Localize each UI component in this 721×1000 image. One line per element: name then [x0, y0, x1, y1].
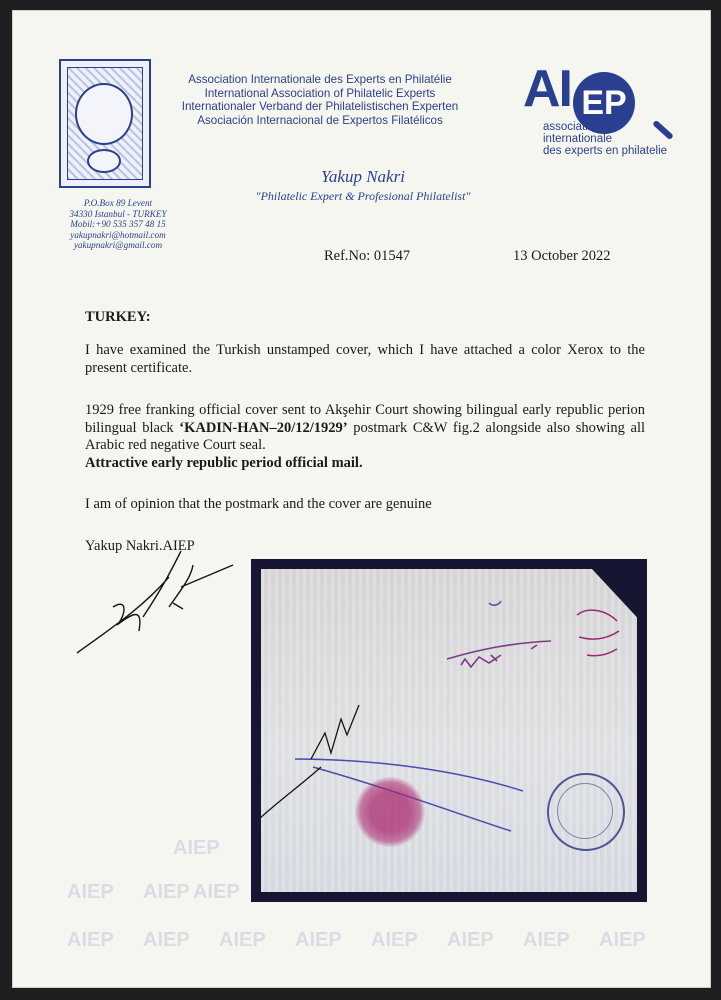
contact-po-box: P.O.Box 89 Levent [83, 198, 153, 208]
postmark-bold: ‘KADIN-HAN–20/12/1929’ [179, 419, 348, 436]
country-heading: TURKEY: [85, 309, 151, 325]
watermark-logo: AIEP [599, 929, 646, 951]
contact-email-gmail: yakupnakri@gmail.com [73, 240, 163, 250]
certificate-date: 13 October 2022 [513, 248, 611, 264]
blue-postmark-inner [557, 783, 613, 839]
association-names [155, 73, 485, 127]
watermark-logo: AIEP [143, 881, 190, 903]
aiep-logo-ep: EP [573, 72, 635, 134]
association-line-en: International Association of Philatelic Experts [204, 86, 436, 100]
contact-city: 34330 Istanbul - TURKEY [69, 208, 167, 219]
certificate-sheet [12, 10, 711, 988]
signatory: Yakup Nakri.AIEP [85, 538, 195, 554]
aiep-sub-line: des experts en philatelie [543, 145, 668, 157]
paragraph-examined: I have examined the Turkish unstamped cover, which I have attached a color Xerox to the present certificate. [85, 342, 645, 376]
watermark-logo: AIEP [143, 929, 190, 951]
aiep-sub-line: association [543, 121, 601, 133]
aiep-sub-line: internationale [543, 133, 613, 145]
watermark-logo: AIEP [67, 929, 114, 951]
association-line-fr: Association Internationale des Experts en Philatélie [188, 73, 452, 86]
contact-mobile: Mobil:+90 535 357 48 15 [70, 219, 166, 229]
paragraph-opinion: I am of opinion that the postmark and the cover are genuine [85, 496, 432, 512]
watermark-logo: AIEP [67, 881, 114, 903]
aiep-logo-ai: AI [523, 60, 571, 118]
contact-email-hotmail: yakupnakri@hotmail.com [70, 229, 166, 240]
contact-info [53, 198, 183, 251]
paragraph-description [85, 402, 645, 472]
cover-image [261, 569, 637, 892]
watermark-logo: AIEP [173, 837, 220, 859]
signature-mark [73, 547, 243, 657]
description-text-b: postmark C&W fig.2 alongside also showing all Arabic red negative Court seal. [85, 419, 646, 453]
reference-number: Ref.No: 01547 [324, 248, 411, 264]
watermark-logo: AIEP [219, 929, 266, 951]
association-line-es: Asociación Internacional de Expertos Filatélicos [197, 113, 443, 127]
red-court-seal [355, 777, 425, 847]
expert-title: "Philatelic Expert & Profesional Philatelist" [255, 189, 471, 203]
watermark-logo: AIEP [447, 929, 494, 951]
cover-image-frame [251, 559, 647, 902]
watermark-logo: AIEP [295, 929, 342, 951]
description-highlight: Attractive early republic period official mail. [85, 454, 363, 471]
tughra-emblem [59, 59, 151, 188]
description-text-a: 1929 free franking official cover sent to Akşehir Court showing bilingual early republic perion bilingual black [85, 402, 645, 436]
expert-name: Yakup Nakri [321, 167, 405, 186]
watermark-logo: AIEP [371, 929, 418, 951]
association-line-de: Internationaler Verband der Philatelistischen Experten [181, 100, 459, 114]
watermark-logo: AIEP [193, 881, 240, 903]
watermark-logo: AIEP [523, 929, 570, 951]
aiep-logo [523, 51, 693, 156]
aiep-logo-subtitle [543, 121, 667, 157]
